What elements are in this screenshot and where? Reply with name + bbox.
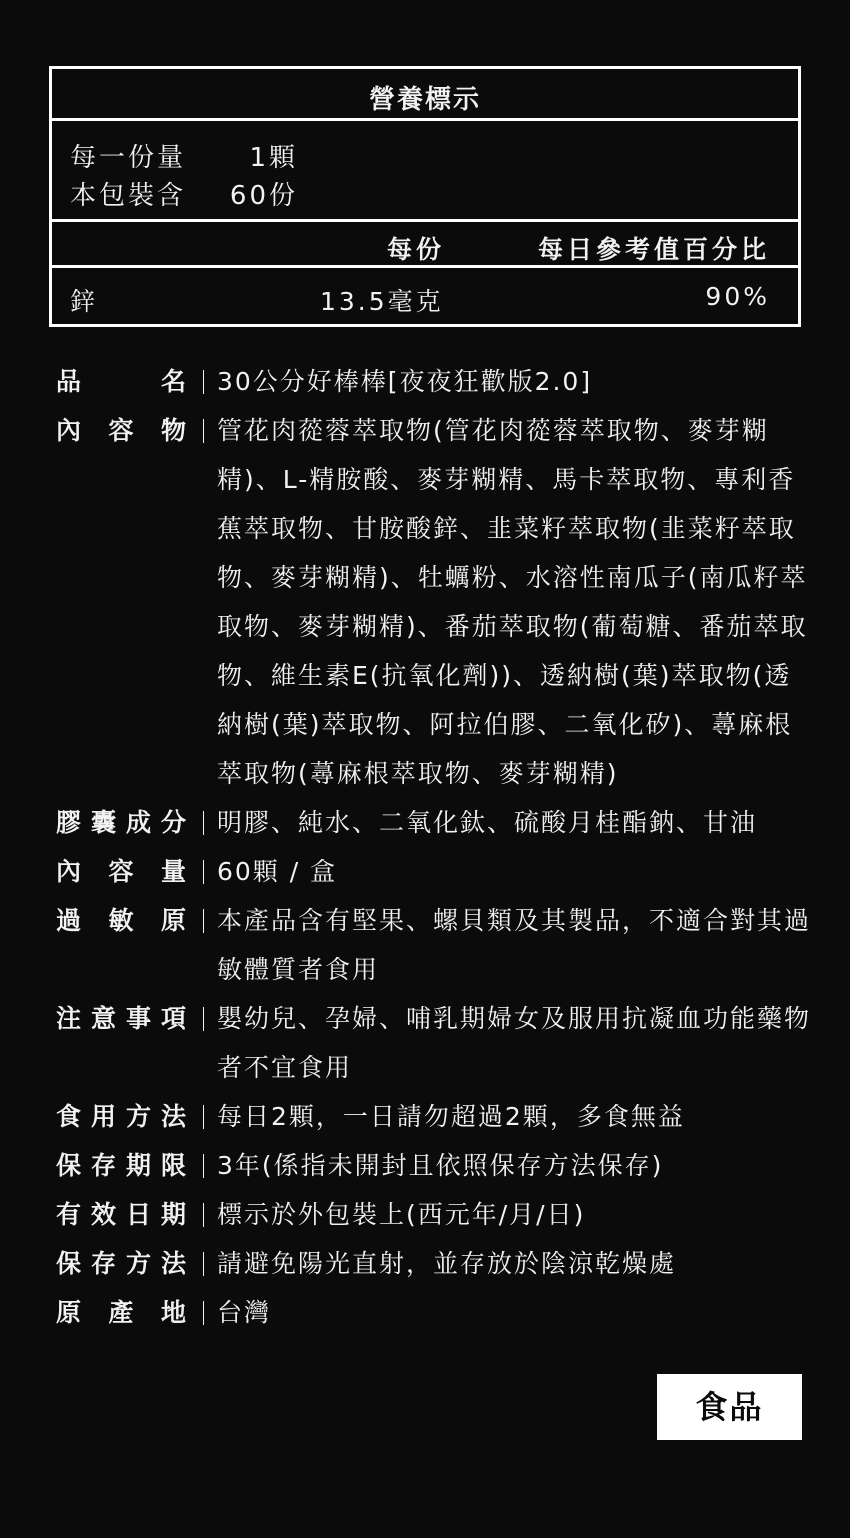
divider xyxy=(203,419,204,443)
food-badge: 食品 xyxy=(657,1374,802,1440)
info-row-storage xyxy=(56,1239,816,1288)
divider xyxy=(203,811,204,835)
info-value: 30公分好棒棒[夜夜狂歡版2.0] xyxy=(217,367,593,396)
info-row-origin xyxy=(56,1288,816,1337)
divider xyxy=(203,1154,204,1178)
nutrient-name: 鋅 xyxy=(70,287,96,316)
info-label: 過敏原 xyxy=(56,906,186,935)
divider xyxy=(203,1007,204,1031)
info-label: 注意事項 xyxy=(56,1004,186,1033)
info-value: 標示於外包裝上(西元年/月/日) xyxy=(217,1200,586,1229)
divider xyxy=(203,1301,204,1325)
info-value: 管花肉蓯蓉萃取物(管花肉蓯蓉萃取物、麥芽糊精)、L-精胺酸、麥芽糊精、馬卡萃取物、專利香蕉萃取物、甘胺酸鋅、韭菜籽萃取物(韭菜籽萃取物、麥芽糊精)、牡蠣粉、水溶性南瓜子(南瓜籽萃取物、麥芽糊精)、番茄萃取物(葡萄糖、番茄萃取物、維生素E(抗氧化劑))、透納樹(葉)萃取物(透納樹(葉)萃取物、阿拉伯膠、二氧化矽)、蕁麻根萃取物(蕁麻根萃取物、麥芽糊精) xyxy=(217,416,808,788)
product-info-list xyxy=(56,357,816,1337)
info-label: 保存方法 xyxy=(56,1249,186,1278)
divider xyxy=(203,1252,204,1276)
serving-info-row xyxy=(52,121,798,222)
info-label: 內容量 xyxy=(56,857,186,886)
servings-line xyxy=(70,175,298,212)
info-value: 請避免陽光直射，並存放於陰涼乾燥處 xyxy=(217,1249,677,1278)
info-label: 保存期限 xyxy=(56,1151,186,1180)
nutrient-amount: 13.5毫克 xyxy=(320,287,444,316)
info-value: 60顆 / 盒 xyxy=(217,857,338,886)
info-label: 食用方法 xyxy=(56,1102,186,1131)
info-value: 明膠、純水、二氧化鈦、硫酸月桂酯鈉、甘油 xyxy=(217,808,758,837)
nutrition-title-row xyxy=(52,69,798,121)
info-row-capsule xyxy=(56,798,816,847)
daily-value-header: 每日參考值百分比 xyxy=(537,235,770,264)
divider xyxy=(203,370,204,394)
info-row-warnings xyxy=(56,994,816,1092)
info-label: 品名 xyxy=(56,367,186,396)
info-row-allergens xyxy=(56,896,816,994)
info-row-expiry xyxy=(56,1190,816,1239)
nutrient-row xyxy=(52,268,798,324)
info-value: 3年(係指未開封且依照保存方法保存) xyxy=(217,1151,664,1180)
info-value: 嬰幼兒、孕婦、哺乳期婦女及服用抗凝血功能藥物者不宜食用 xyxy=(217,1004,812,1082)
nutrition-title: 營養標示 xyxy=(368,85,481,115)
info-value: 台灣 xyxy=(217,1298,272,1327)
info-value: 每日2顆，一日請勿超過2顆，多食無益 xyxy=(217,1102,685,1131)
nutrition-facts-table xyxy=(49,66,801,327)
info-row-shelf-life xyxy=(56,1141,816,1190)
divider xyxy=(203,860,204,884)
info-row-ingredients xyxy=(56,406,816,798)
info-label: 內容物 xyxy=(56,416,186,445)
serving-size-line xyxy=(70,137,298,174)
info-label: 原產地 xyxy=(56,1298,186,1327)
nutrition-header-row xyxy=(52,222,798,268)
divider xyxy=(203,1105,204,1129)
info-label: 膠囊成分 xyxy=(56,808,186,837)
per-serving-header: 每份 xyxy=(387,235,446,264)
info-value: 本產品含有堅果、螺貝類及其製品，不適合對其過敏體質者食用 xyxy=(217,906,812,984)
servings-label: 本包裝含 xyxy=(70,181,187,211)
servings-value: 60份 xyxy=(229,181,298,211)
info-row-usage xyxy=(56,1092,816,1141)
nutrient-daily-value: 90% xyxy=(705,282,770,311)
divider xyxy=(203,1203,204,1227)
info-label: 有效日期 xyxy=(56,1200,186,1229)
serving-size-value: 1顆 xyxy=(249,143,298,173)
info-row-product-name xyxy=(56,357,816,406)
info-row-net-content xyxy=(56,847,816,896)
serving-size-label: 每一份量 xyxy=(70,143,187,173)
divider xyxy=(203,909,204,933)
